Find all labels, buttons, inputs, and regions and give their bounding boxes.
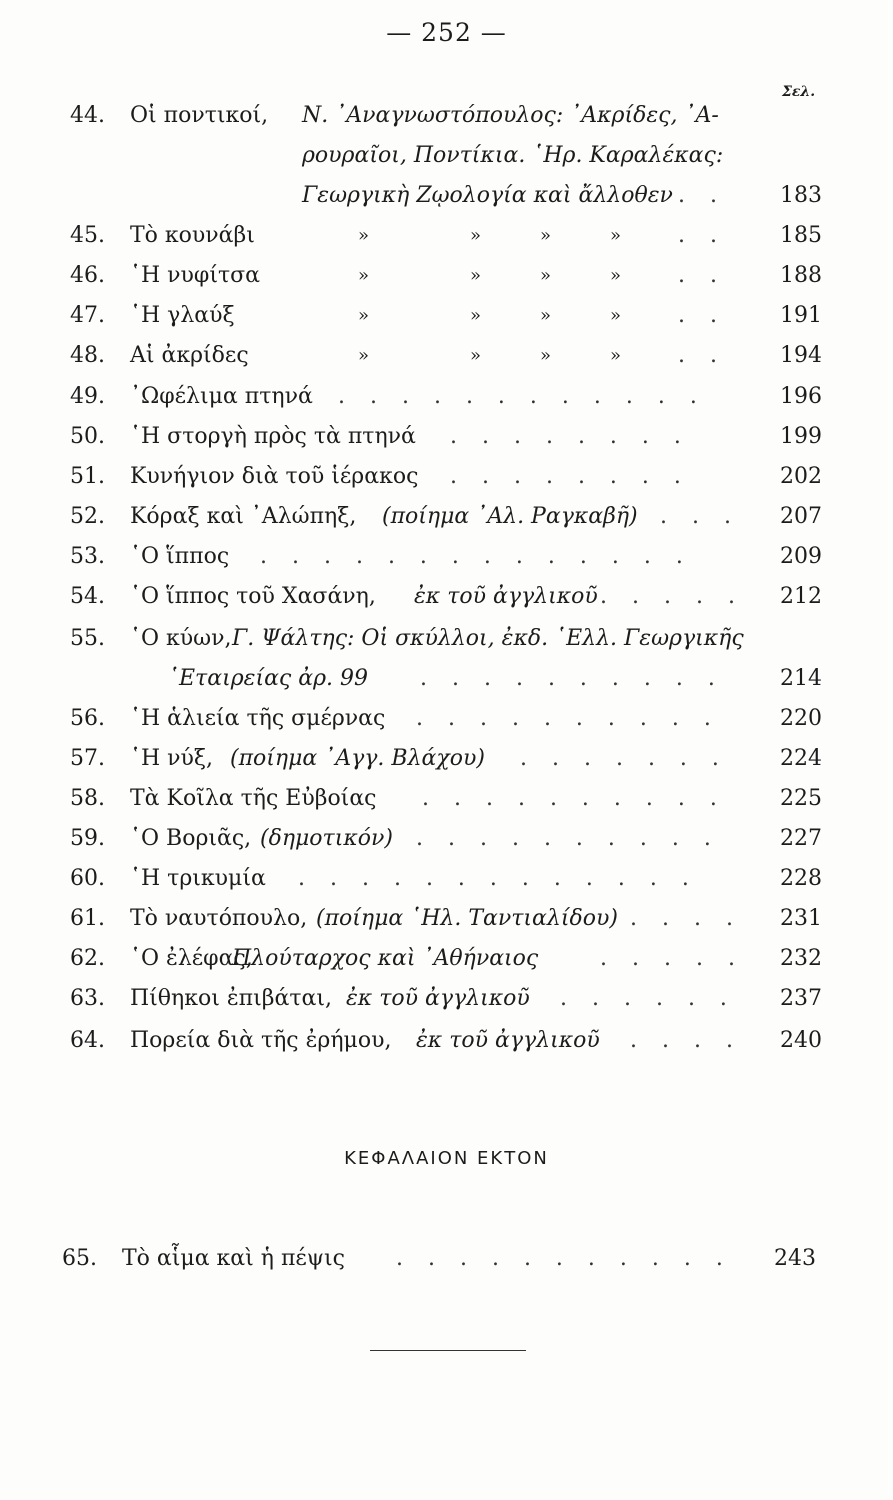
entry-source: Ν. ᾿Αναγνωστόπουλος: ᾿Ακρίδες, ᾿Α-	[302, 103, 719, 128]
entry-title: ῾Ο ἐλέφας,	[130, 946, 253, 971]
ditto-mark: »	[540, 225, 552, 246]
entry-title: ᾿Ωφέλιμα πτηνά	[130, 384, 313, 409]
entry-page: 231	[780, 906, 822, 931]
toc-entry-46	[70, 257, 822, 295]
entry-title: ῾Η γλαύξ	[130, 303, 235, 328]
entry-number: 63.	[70, 986, 105, 1011]
toc-entry-49	[70, 378, 822, 416]
entry-page: 196	[780, 384, 822, 409]
toc-entry-61	[70, 900, 822, 938]
entry-number: 51.	[70, 464, 105, 489]
leader-dots: . .	[678, 343, 726, 368]
toc-entry-57	[70, 740, 822, 778]
entry-note: (ποίημα ῾Ηλ. Ταντιαλίδου)	[316, 906, 618, 931]
entry-page: 214	[780, 666, 822, 691]
ditto-mark: »	[610, 265, 622, 286]
toc-entry-55	[70, 620, 822, 658]
leader-dots: . . . . . . . . . . . . .	[298, 866, 698, 891]
toc-entry-56	[70, 700, 822, 738]
toc-entry-62	[70, 940, 822, 978]
entry-page: 191	[780, 303, 822, 328]
entry-page: 225	[780, 786, 822, 811]
entry-page: 232	[780, 946, 822, 971]
toc-entry-54	[70, 578, 822, 616]
entry-number: 48.	[70, 343, 105, 368]
leader-dots: . . . . . . . .	[450, 424, 690, 449]
entry-page: 220	[780, 706, 822, 731]
entry-note: Πλούταρχος καὶ ᾿Αθήναιος	[232, 946, 539, 971]
chapter-heading: ΚΕΦΑΛΑΙΟΝ ΕΚΤΟΝ	[344, 1148, 549, 1169]
entry-note: (δημοτικόν)	[260, 826, 393, 851]
entry-title: ῾Ο κύων,	[130, 626, 232, 651]
entry-note-cont: ῾Εταιρείας ἀρ. 99	[168, 666, 369, 691]
ditto-mark: »	[540, 345, 552, 366]
ditto-mark: »	[470, 305, 482, 326]
page-number: — 252 —	[386, 18, 507, 47]
entry-page: 188	[780, 263, 822, 288]
entry-page: 183	[780, 183, 822, 208]
entry-title: ῾Ο ἵππος τοῦ Χασάνη,	[130, 584, 376, 609]
toc-entry-44-cont	[70, 137, 822, 175]
toc-entry-44	[70, 97, 822, 135]
leader-dots: . . . . . . . . . . .	[396, 1246, 732, 1271]
leader-dots: . . . . . . . . . .	[420, 666, 724, 691]
entry-page: 228	[780, 866, 822, 891]
leader-dots: . . . . . . . . . .	[416, 706, 720, 731]
leader-dots: . . . . . .	[560, 986, 736, 1011]
toc-entry-45	[70, 217, 822, 255]
toc-entry-64	[70, 1022, 822, 1060]
ditto-mark: »	[540, 305, 552, 326]
entry-title: Κόραξ καὶ ᾿Αλώπηξ,	[130, 504, 357, 529]
entry-note: (ποίημα ᾿Αλ. Ραγκαβῆ)	[382, 504, 638, 529]
leader-dots: . . . . . . . . . . . . . .	[260, 544, 692, 569]
entry-number: 62.	[70, 946, 105, 971]
leader-dots: . . . . . . . . . .	[422, 786, 726, 811]
entry-page: 207	[780, 504, 822, 529]
entry-note: ἐκ τοῦ ἀγγλικοῦ	[414, 584, 598, 609]
leader-dots: . . .	[660, 504, 740, 529]
leader-dots: . . . . . . .	[520, 746, 728, 771]
toc-entry-52	[70, 498, 822, 536]
ditto-mark: »	[610, 305, 622, 326]
toc-entry-50	[70, 418, 822, 456]
entry-note: Γ. Ψάλτης: Οἱ σκύλλοι, ἐκδ. ῾Ελλ. Γεωργικῆς	[232, 626, 744, 651]
entry-title: ῾Η τρικυμία	[130, 866, 266, 891]
entry-title: Τὸ κουνάβι	[130, 223, 255, 248]
entry-source-cont2: Γεωργικὴ Ζῳολογία καὶ ἄλλοθεν	[302, 183, 673, 208]
entry-page: 185	[780, 223, 822, 248]
ditto-mark: »	[610, 225, 622, 246]
entry-page: 240	[780, 1028, 822, 1053]
entry-page: 237	[780, 986, 822, 1011]
entry-number: 60.	[70, 866, 105, 891]
entry-number: 50.	[70, 424, 105, 449]
entry-title: ῾Ο ἵππος	[130, 544, 230, 569]
ditto-mark: »	[540, 265, 552, 286]
entry-number: 64.	[70, 1028, 105, 1053]
toc-entry-65	[62, 1240, 816, 1278]
leader-dots: . . . . . . . . . .	[416, 826, 720, 851]
entry-title: Τὸ ναυτόπουλο,	[130, 906, 308, 931]
page-column-label: Σελ.	[782, 84, 816, 100]
entry-number: 58.	[70, 786, 105, 811]
entry-number: 52.	[70, 504, 105, 529]
leader-dots: . . . .	[630, 1028, 742, 1053]
closing-rule	[370, 1350, 526, 1351]
entry-page: 243	[774, 1246, 816, 1271]
entry-page: 194	[780, 343, 822, 368]
entry-number: 44.	[70, 103, 105, 128]
entry-number: 57.	[70, 746, 105, 771]
entry-page: 227	[780, 826, 822, 851]
entry-number: 55.	[70, 626, 105, 651]
entry-title: Κυνήγιον διὰ τοῦ ἱέρακος	[130, 464, 419, 489]
leader-dots: . . . . . . . .	[450, 464, 690, 489]
toc-entry-53	[70, 538, 822, 576]
ditto-mark: »	[358, 225, 370, 246]
toc-entry-48	[70, 337, 822, 375]
entry-title: ῾Η στοργὴ πρὸς τὰ πτηνά	[130, 424, 416, 449]
entry-number: 53.	[70, 544, 105, 569]
entry-title: Πίθηκοι ἐπιβάται,	[130, 986, 332, 1011]
toc-entry-47	[70, 297, 822, 335]
toc-entry-63	[70, 980, 822, 1018]
entry-number: 49.	[70, 384, 105, 409]
entry-title: Αἱ ἀκρίδες	[130, 343, 249, 368]
entry-source-cont: ρουραῖοι, Ποντίκια. ῾Ηρ. Καραλέκας:	[302, 143, 724, 168]
entry-title: Πορεία διὰ τῆς ἐρήμου,	[130, 1028, 392, 1053]
entry-title: ῾Η νυφίτσα	[130, 263, 261, 288]
leader-dots: . . . . .	[600, 946, 744, 971]
entry-title: ῾Η ἁλιεία τῆς σμέρνας	[130, 706, 386, 731]
entry-number: 65.	[62, 1246, 97, 1271]
toc-entry-58	[70, 780, 822, 818]
ditto-mark: »	[470, 225, 482, 246]
leader-dots: . .	[678, 263, 726, 288]
entry-number: 45.	[70, 223, 105, 248]
toc-entry-60	[70, 860, 822, 898]
entry-note: ἐκ τοῦ ἀγγλικοῦ	[416, 1028, 600, 1053]
entry-page: 224	[780, 746, 822, 771]
entry-title: Τὰ Κοῖλα τῆς Εὐβοίας	[130, 786, 377, 811]
toc-entry-59	[70, 820, 822, 858]
entry-title: Οἱ ποντικοί,	[130, 103, 269, 128]
entry-page: 199	[780, 424, 822, 449]
ditto-mark: »	[610, 345, 622, 366]
leader-dots: . .	[678, 223, 726, 248]
entry-title: ῾Ο Βοριᾶς,	[130, 826, 252, 851]
entry-note: ἐκ τοῦ ἀγγλικοῦ	[346, 986, 530, 1011]
ditto-mark: »	[470, 265, 482, 286]
entry-number: 47.	[70, 303, 105, 328]
leader-dots: . . . .	[630, 906, 742, 931]
toc-entry-51	[70, 458, 822, 496]
toc-entry-44-cont2	[70, 177, 822, 215]
ditto-mark: »	[358, 345, 370, 366]
entry-page: 212	[780, 584, 822, 609]
entry-number: 56.	[70, 706, 105, 731]
ditto-mark: »	[358, 305, 370, 326]
ditto-mark: »	[358, 265, 370, 286]
entry-number: 61.	[70, 906, 105, 931]
entry-title: Τὸ αἷμα καὶ ἡ πέψις	[122, 1246, 345, 1271]
ditto-mark: »	[470, 345, 482, 366]
entry-number: 46.	[70, 263, 105, 288]
entry-page: 209	[780, 544, 822, 569]
entry-page: 202	[780, 464, 822, 489]
entry-number: 59.	[70, 826, 105, 851]
entry-title: ῾Η νύξ,	[130, 746, 214, 771]
toc-entry-55-cont	[70, 660, 822, 698]
leader-dots: . .	[678, 303, 726, 328]
entry-number: 54.	[70, 584, 105, 609]
entry-note: (ποίημα ᾿Αγγ. Βλάχου)	[230, 746, 485, 771]
leader-dots: . . . . .	[600, 584, 744, 609]
leader-dots: . . . . . . . . . . . .	[338, 384, 706, 409]
leader-dots: . .	[678, 183, 726, 208]
